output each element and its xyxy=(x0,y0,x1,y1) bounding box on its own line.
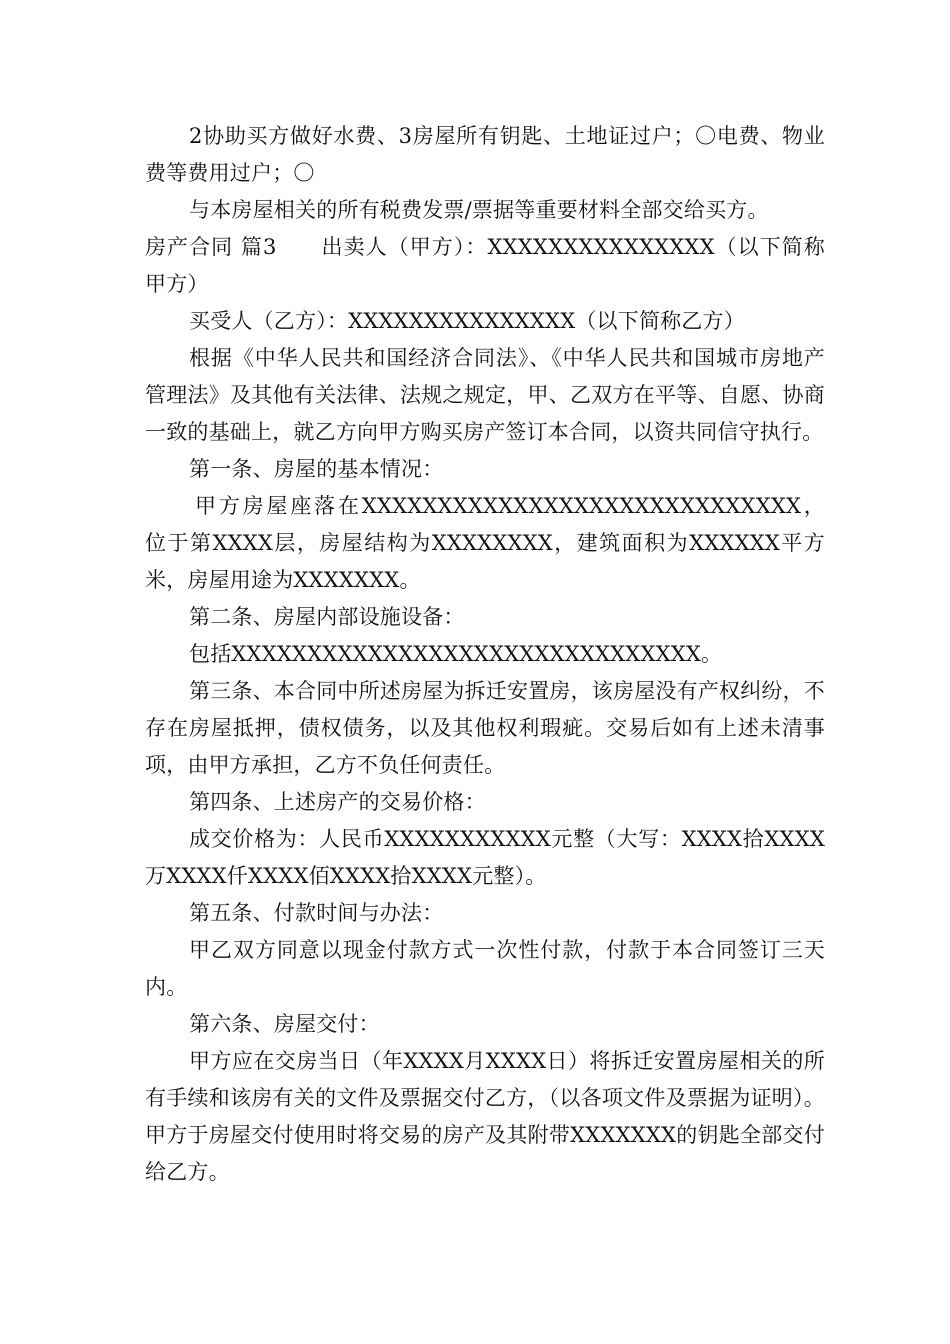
paragraph-legal-basis: 根据《中华人民共和国经济合同法》、《中华人民共和国城市房地产管理法》及其他有关法律、法规之规定，甲、乙双方在平等、自愿、协商一致的基础上，就乙方向甲方购买房产签订本合同，以资共同信守执行。 xyxy=(145,346,825,444)
article-2-body: 包括XXXXXXXXXXXXXXXXXXXXXXXXXXXXXXX。 xyxy=(189,642,723,666)
article-6-body: 甲方应在交房当日（年XXXX月XXXX日）将拆迁安置房屋相关的所有手续和该房有关的文件及票据交付乙方，（以各项文件及票据为证明）。甲方于房屋交付使用时将交易的房产及其附带XXXXXXX的钥匙全部交付给乙方。 xyxy=(145,1049,825,1184)
article-1-body: 甲方房屋座落在XXXXXXXXXXXXXXXXXXXXXXXXXXXXX，位于第XXXX层，房屋结构为XXXXXXXX，建筑面积为XXXXXX平方米，房屋用途为XXXXXXX。 xyxy=(145,494,825,592)
document-page xyxy=(145,118,825,1191)
article-1-heading: 第一条、房屋的基本情况： xyxy=(189,457,444,481)
paragraph-tax-documents: 与本房屋相关的所有税费发票/票据等重要材料全部交给买方。 xyxy=(189,198,769,222)
paragraph-buyer: 买受人（乙方）：XXXXXXXXXXXXXXX（以下简称乙方） xyxy=(189,309,745,333)
article-5-body: 甲乙双方同意以现金付款方式一次性付款，付款于本合同签订三天内。 xyxy=(145,938,825,999)
article-2-heading: 第二条、房屋内部设施设备： xyxy=(189,605,465,629)
article-3-body: 第三条、本合同中所述房屋为拆迁安置房，该房屋没有产权纠纷，不存在房屋抵押，债权债务，以及其他权利瑕疵。交易后如有上述未清事项，由甲方承担，乙方不负任何责任。 xyxy=(145,679,825,777)
article-6-heading: 第六条、房屋交付： xyxy=(189,1012,380,1036)
paragraph-transfer-assist: 2协助买方做好水费、3房屋所有钥匙、土地证过户；〇电费、物业费等费用过户；〇 xyxy=(145,124,825,185)
article-4-body: 成交价格为：人民币XXXXXXXXXXX元整（大写：XXXX拾XXXX万XXXX仟XXXX佰XXXX拾XXXX元整）。 xyxy=(145,827,825,888)
article-5-heading: 第五条、付款时间与办法： xyxy=(189,901,444,925)
paragraph-contract-heading-seller: 房产合同 篇3 出卖人（甲方）：XXXXXXXXXXXXXXX（以下简称甲方） xyxy=(145,235,825,296)
article-4-heading: 第四条、上述房产的交易价格： xyxy=(189,790,486,814)
